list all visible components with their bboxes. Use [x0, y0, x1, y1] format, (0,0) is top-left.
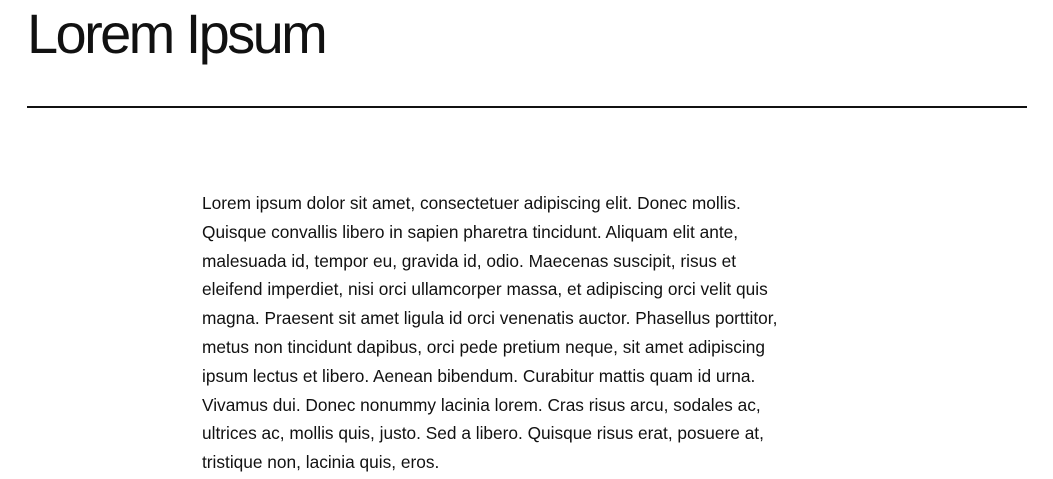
site-title[interactable]: Lorem Ipsum	[27, 2, 326, 65]
paragraph-line: ipsum lectus et libero. Aenean bibendum. Curabitur mattis quam id urna.	[202, 365, 756, 386]
paragraph-line: eleifend imperdiet, nisi orci ullamcorper massa, et adipiscing orci velit quis	[202, 279, 768, 300]
paragraph-line: Vivamus dui. Donec nonummy lacinia lorem. Cras risus arcu, sodales ac,	[202, 394, 761, 415]
paragraph-line: magna. Praesent sit amet ligula id orci venenatis auctor. Phasellus porttitor,	[202, 308, 778, 329]
main-content	[202, 189, 862, 477]
paragraph-line: metus non tincidunt dapibus, orci pede pretium neque, sit amet adipiscing	[202, 336, 765, 357]
site-header	[27, 0, 1027, 108]
header-divider	[27, 106, 1027, 108]
paragraph-line: Lorem ipsum dolor sit amet, consectetuer adipiscing elit. Donec mollis.	[202, 193, 741, 213]
paragraph-line: Quisque convallis libero in sapien pharetra tincidunt. Aliquam elit ante,	[202, 221, 739, 242]
body-paragraph	[202, 189, 862, 477]
paragraph-line: malesuada id, tempor eu, gravida id, odio. Maecenas suscipit, risus et	[202, 250, 737, 271]
paragraph-line: ultrices ac, mollis quis, justo. Sed a libero. Quisque risus erat, posuere at,	[202, 423, 764, 444]
paragraph-line: tristique non, lacinia quis, eros.	[202, 452, 440, 473]
